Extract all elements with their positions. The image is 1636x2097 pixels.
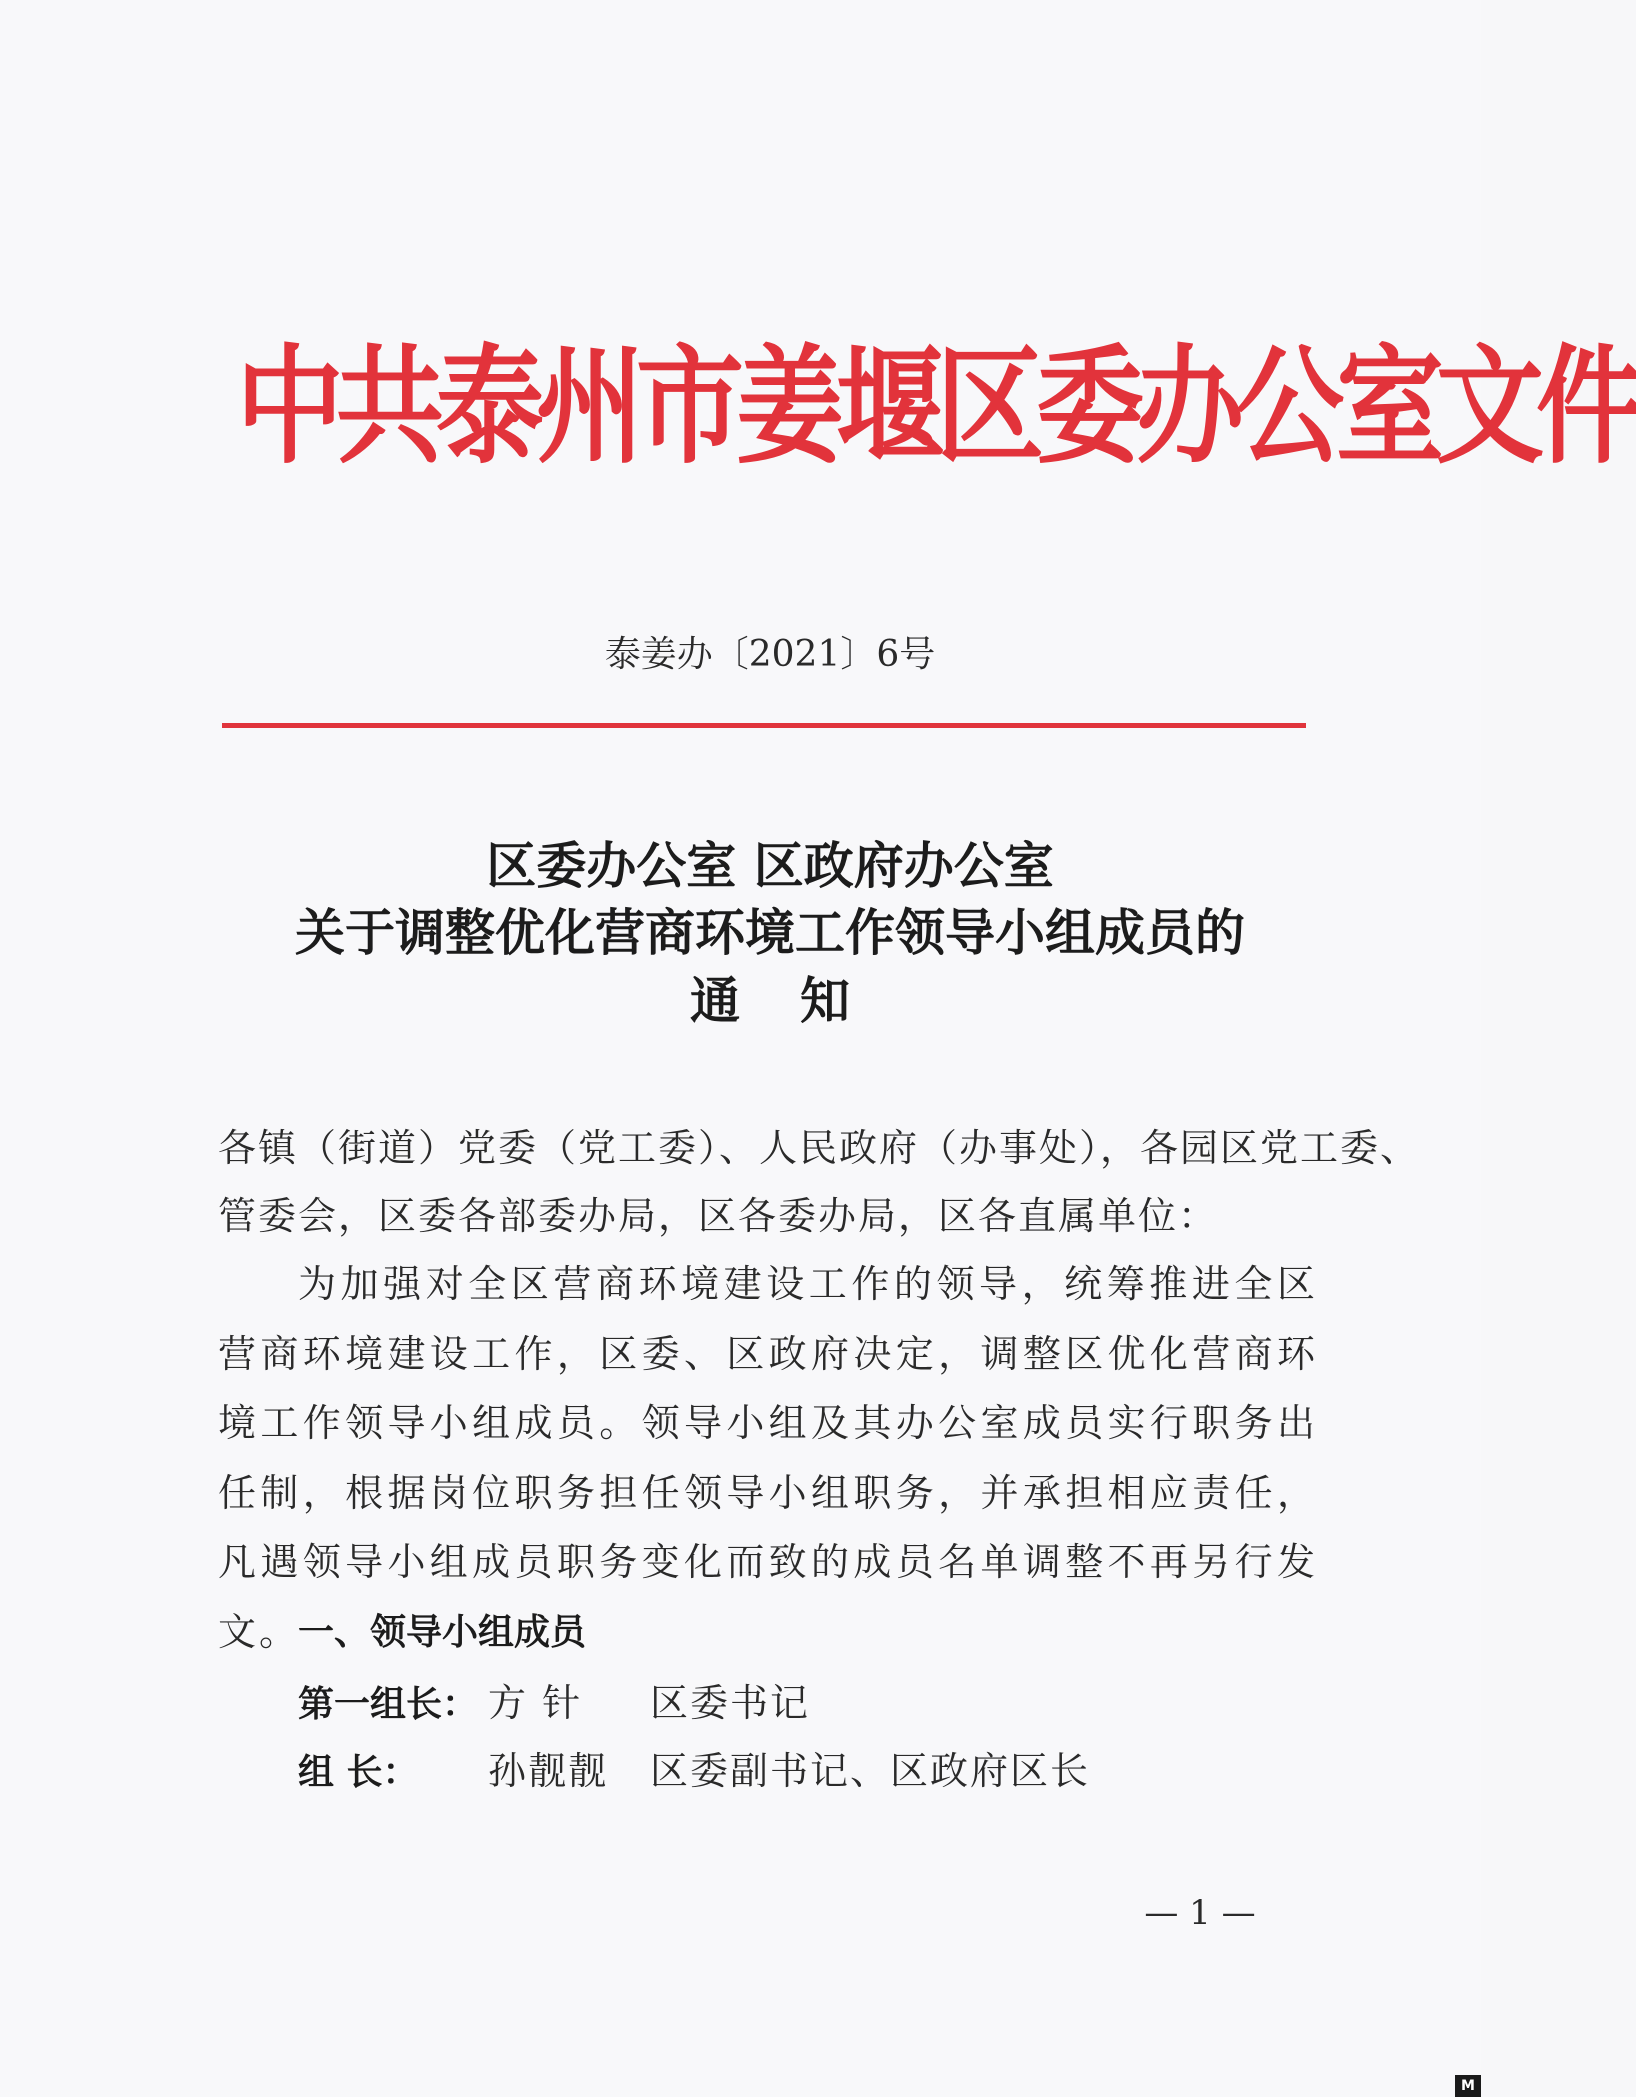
- member-title: 区委副书记、区政府区长: [650, 1749, 1091, 1793]
- letterhead-title: 中共泰州市姜堰区委办公室文件: [236, 333, 1636, 482]
- member-name: 孙靓靓: [488, 1749, 609, 1793]
- notice-title-line-3: 通知: [690, 971, 910, 1030]
- corner-mark: M: [1455, 2075, 1481, 2097]
- member-row: [298, 1670, 810, 1738]
- member-name: 方 针: [488, 1681, 583, 1725]
- notice-title-line-1: 区委办公室 区政府办公室: [486, 836, 1054, 895]
- body-paragraph: 为加强对全区营商环境建设工作的领导，统筹推进全区营商环境建设工作，区委、区政府决定，调整区优化营商环境工作领导小组成员。领导小组及其办公室成员实行职务出任制，根据岗位职务担任领导小组职务，并承担相应责任，凡遇领导小组成员职务变化而致的成员名单调整不再另行发文。: [218, 1262, 1318, 1654]
- page-number: — 1 —: [1144, 1893, 1256, 1933]
- member-role: 组 长：: [298, 1752, 419, 1793]
- recipients-line-1: 各镇（街道）党委（党工委）、人民政府（办事处），各园区党工委、: [218, 1126, 1421, 1170]
- member-role: 第一组长：: [298, 1684, 479, 1725]
- recipients-line-2: 管委会，区委各部委办局，区各委办局，区各直属单位：: [218, 1194, 1219, 1238]
- notice-title-line-2: 关于调整优化营商环境工作领导小组成员的: [295, 903, 1245, 962]
- member-row: [298, 1738, 1090, 1806]
- document-number: 泰姜办〔2021〕6号: [604, 634, 936, 675]
- section-heading: 一、领导小组成员: [298, 1612, 587, 1653]
- red-divider-line: [222, 723, 1306, 728]
- member-title: 区委书记: [650, 1681, 811, 1725]
